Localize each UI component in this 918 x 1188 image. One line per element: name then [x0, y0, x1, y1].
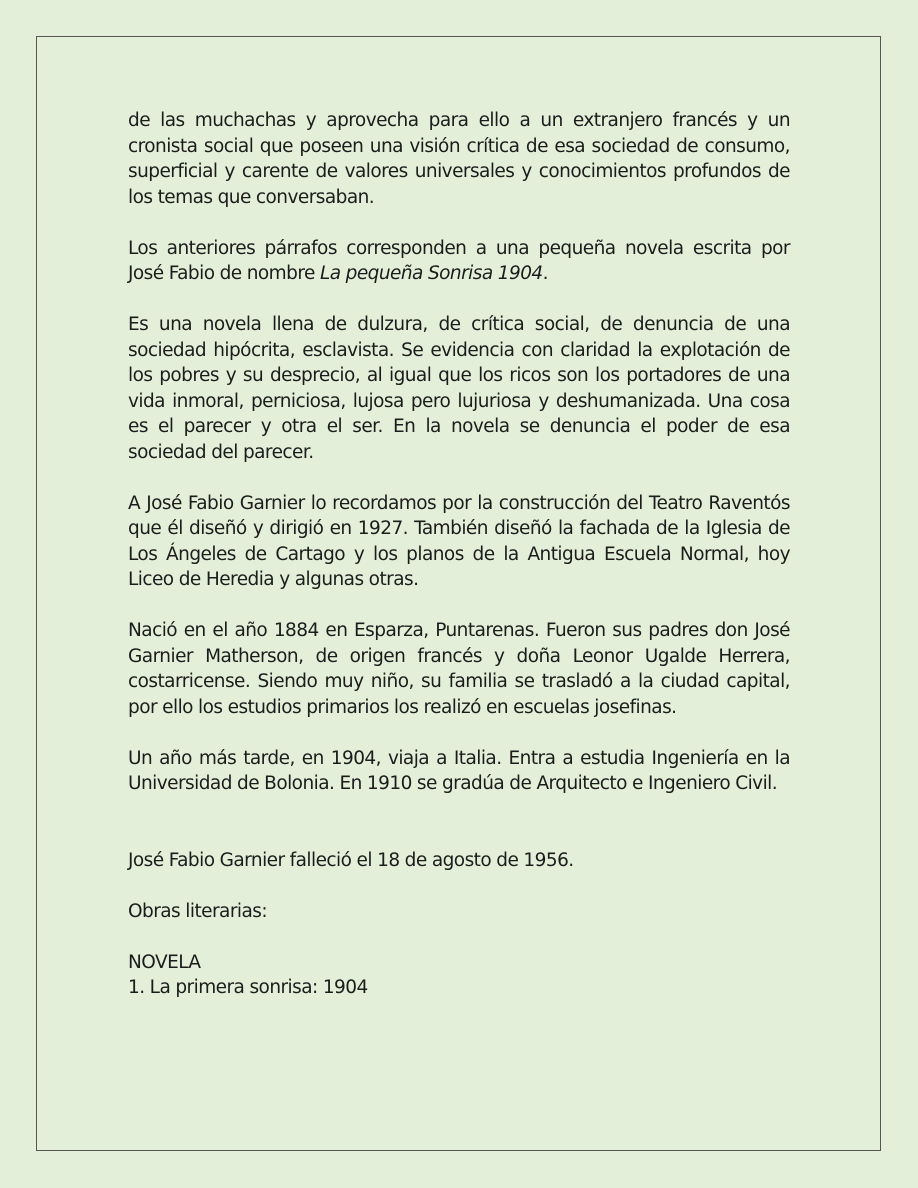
works-heading: Obras literarias: — [128, 900, 268, 922]
paragraph-5: Nació en el año 1884 en Esparza, Puntarenas. Fueron sus padres don José Garnier Matherson, de origen francés y doña Leonor Ugalde Herrera, costarricense. Siendo muy niño, su familia se trasladó a la ciudad capital, por ello los estudios primarios los realizó en escuelas josefinas. — [128, 620, 790, 718]
document-body — [128, 108, 790, 1001]
novel-title: La pequeña Sonrisa 1904 — [319, 263, 543, 284]
paragraph-3: Es una novela llena de dulzura, de crítica social, de denuncia de una sociedad hipócrita, esclavista. Se evidencia con claridad la explotación de los pobres y su desprecio, al igual que los ricos son los portadores de una vida inmoral, perniciosa, lujosa pero lujuriosa y deshumanizada. Una cosa es el parecer y otra el ser. En la novela se denuncia el poder de esa sociedad del parecer. — [128, 314, 790, 463]
paragraph-4: A José Fabio Garnier lo recordamos por la construcción del Teatro Raventós que él diseñó y dirigió en 1927. También diseñó la fachada de la Iglesia de Los Ángeles de Cartago y los planos de la Antigua Escuela Normal, hoy Liceo de Heredia y algunas otras. — [128, 492, 790, 590]
genre-heading: NOVELA — [128, 951, 201, 973]
paragraph-2-text: Los anteriores párrafos corresponden a una pequeña novela escrita por José Fabio de nombre — [128, 237, 790, 284]
works-list-item: 1. La primera sonrisa: 1904 — [128, 977, 368, 998]
paragraph-1: de las muchachas y aprovecha para ello a un extranjero francés y un cronista social que poseen una visión crítica de esa sociedad de consumo, superficial y carente de valores universales y conocimientos profundos de los temas que conversaban. — [128, 110, 790, 208]
paragraph-2 — [128, 236, 790, 287]
death-statement: José Fabio Garnier falleció el 18 de agosto de 1956. — [128, 849, 574, 871]
paragraph-2-end: . — [542, 263, 548, 284]
paragraph-6: Un año más tarde, en 1904, viaja a Italia. Entra a estudia Ingeniería en la Universidad de Bolonia. En 1910 se gradúa de Arquitecto e Ingeniero Civil. — [128, 747, 790, 794]
